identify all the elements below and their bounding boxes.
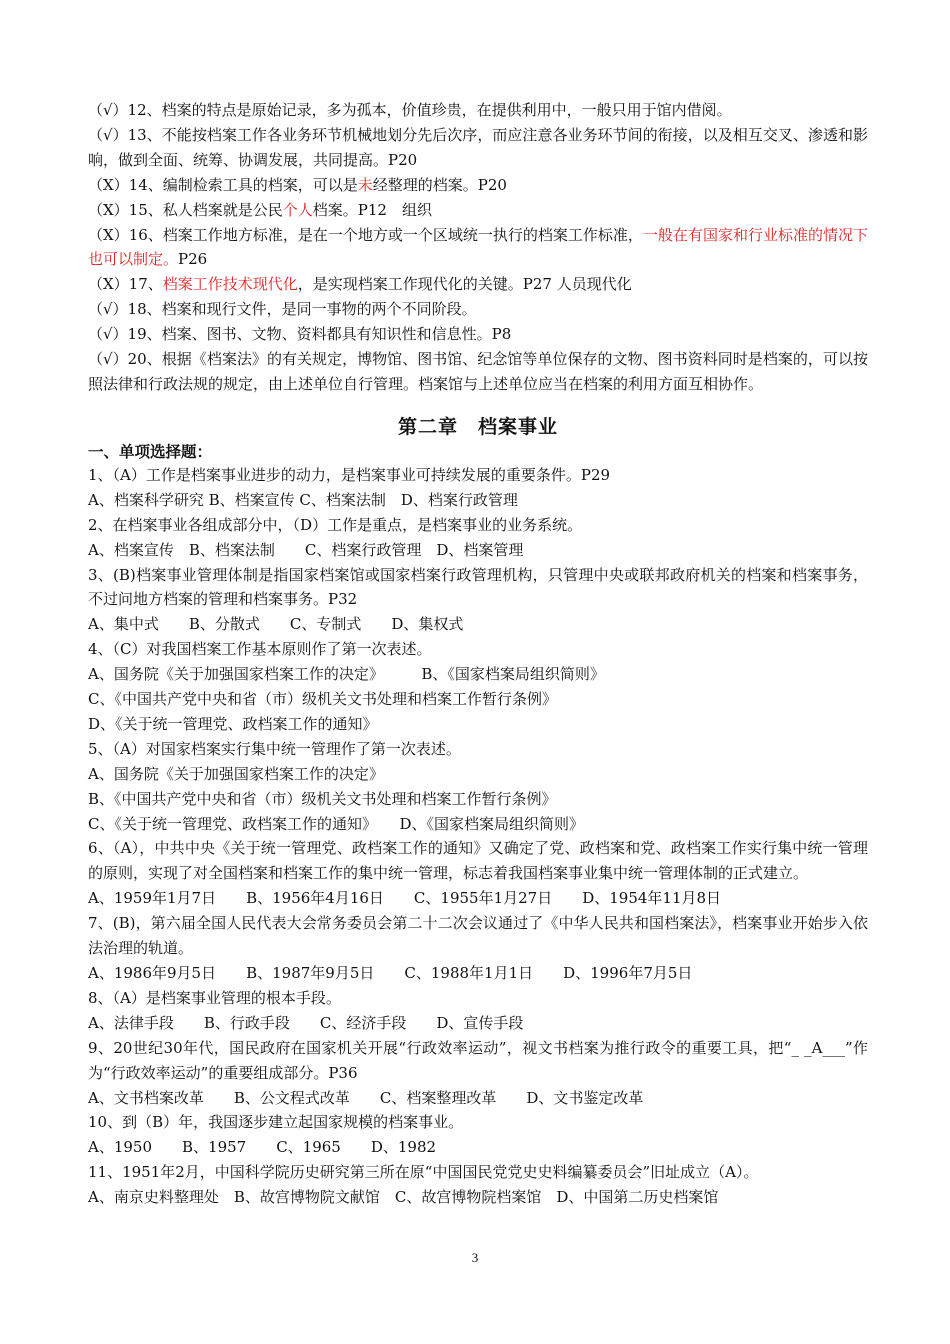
tf-text: （√）19、档案、图书、文物、资料都具有知识性和信息性。P8 (88, 325, 512, 344)
tf-text: （√）13、不能按档案工作各业务环节机械地划分先后次序，而应注意各业务环节间的衔接，以及相互交叉、渗透和影响，做到全面、统筹、协调发展，共同提高。P20 (88, 125, 868, 169)
chapter-title: 第二章 档案事业 (397, 415, 558, 438)
answer-options: A、1986年9月5日 B、1987年9月5日 C、1988年1月1日 D、1996年7月5日 (88, 964, 693, 982)
highlighted-text: 一般在有国家和行业标准的情况下也可以制定。 (88, 225, 868, 269)
tf-text: （X）14、编制检索工具的档案，可以是 (88, 175, 358, 194)
document-page (88, 98, 868, 1210)
answer-options: A、南京史料整理处 B、故宫博物院文献馆 C、故宫博物院档案馆 D、中国第二历史档案馆 (88, 1188, 719, 1207)
tf-text: （√）20、根据《档案法》的有关规定，博物馆、图书馆、纪念馆等单位保存的文物、图书资料同时是档案的，可以按照法律和行政法规的规定，由上述单位自行管理。档案馆与上述单位应当在档案的利用方面互相协作。 (88, 350, 868, 393)
answer-options: C、《中国共产党中央和省（市）级机关文书处理和档案工作暂行条例》 (88, 690, 557, 709)
question-list (88, 463, 868, 1210)
tf-item (88, 347, 868, 397)
tf-text: P26 (178, 250, 208, 269)
question-item: 2、在档案事业各组成部分中，（D）工作是重点，是档案事业的业务系统。 (88, 515, 583, 534)
question-item: 10、到（B）年，我国逐步建立起国家规模的档案事业。 (88, 1113, 464, 1132)
answer-options: A、1950 B、1957 C、1965 D、1982 (88, 1138, 437, 1157)
tf-text: （X）15、私人档案就是公民 (88, 200, 283, 219)
question-item: 1、（A）工作是档案事业进步的动力，是档案事业可持续发展的重要条件。P29 (88, 465, 611, 484)
tf-item (88, 98, 868, 123)
answer-options: A、文书档案改革 B、公文程式改革 C、档案整理改革 D、文书鉴定改革 (88, 1088, 644, 1107)
tf-item (88, 173, 868, 198)
answer-options: A、法律手段 B、行政手段 C、经济手段 D、宣传手段 (88, 1013, 524, 1032)
question-item: 6、（A），中共中央《关于统一管理党、政档案工作的通知》又确定了党、政档案和党、政档案工作实行集中统一管理的原则，实现了对全国档案和档案工作的集中统一管理，标志着我国档案事业集中统一管理体制的正式建立。 (88, 839, 868, 883)
question-item: 11、1951年2月，中国科学院历史研究第三所在原“中国国民党党史史料编纂委员会”旧址成立（A）。 (88, 1163, 759, 1182)
answer-options: A、国务院《关于加强国家档案工作的决定》 (88, 764, 384, 783)
tf-text: （X）16、档案工作地方标准，是在一个地方或一个区域统一执行的档案工作标准， (88, 225, 643, 244)
question-item: 8、（A）是档案事业管理的根本手段。 (88, 988, 341, 1007)
answer-options: A、集中式 B、分散式 C、专制式 D、集权式 (88, 615, 464, 634)
question-item: 7、(B)，第六届全国人民代表大会常务委员会第二十二次会议通过了《中华人民共和国档案法》，档案事业开始步入依法治理的轨道。 (88, 914, 868, 958)
tf-item (88, 223, 868, 273)
tf-text: 档案。P12 组织 (312, 200, 432, 219)
true-false-list (88, 98, 868, 397)
tf-item (88, 322, 868, 347)
question-item: 3、(B)档案事业管理体制是指国家档案馆或国家档案行政管理机构，只管理中央或联邦政府机关的档案和档案事务，不过问地方档案的管理和档案事务。P32 (88, 565, 868, 609)
section-title: 一、单项选择题： (88, 442, 213, 461)
answer-options: B、《中国共产党中央和省（市）级机关文书处理和档案工作暂行条例》 (88, 789, 557, 808)
tf-item (88, 272, 868, 297)
answer-options: A、1959年1月7日 B、1956年4月16日 C、1955年1月27日 D、1954年11月8日 (88, 889, 722, 908)
tf-item (88, 198, 868, 223)
question-item: 5、（A）对国家档案实行集中统一管理作了第一次表述。 (88, 739, 461, 758)
tf-item (88, 297, 868, 322)
page-number: 3 (471, 1250, 479, 1265)
tf-item (88, 123, 868, 173)
highlighted-text: 未 (357, 175, 373, 194)
answer-options: A、国务院《关于加强国家档案工作的决定》 B、《国家档案局组织简则》 (88, 665, 605, 684)
question-item: 4、（C）对我国档案工作基本原则作了第一次表述。 (88, 640, 432, 659)
answer-options: D、《关于统一管理党、政档案工作的通知》 (88, 714, 378, 733)
tf-text: （√）12、档案的特点是原始记录，多为孤本，价值珍贵，在提供利用中，一般只用于馆内借阅。 (88, 101, 732, 119)
question-item: 9、20世纪30年代，国民政府在国家机关开展“行政效率运动”，视文书档案为推行政令的重要工具，把“_ _A___”作为“行政效率运动”的重要组成部分。P36 (88, 1038, 868, 1082)
tf-text: （√）18、档案和现行文件，是同一事物的两个不同阶段。 (88, 300, 477, 319)
answer-options: A、档案科学研究 B、档案宣传 C、档案法制 D、档案行政管理 (88, 490, 518, 509)
answer-options: C、《关于统一管理党、政档案工作的通知》 D、《国家档案局组织简则》 (88, 814, 585, 833)
tf-text: 经整理的档案。P20 (372, 175, 507, 194)
tf-text: （X）17、 (88, 275, 163, 294)
tf-text: ，是实现档案工作现代化的关键。P27 人员现代化 (297, 275, 632, 294)
answer-options: A、档案宣传 B、档案法制 C、档案行政管理 D、档案管理 (88, 540, 524, 559)
highlighted-text: 个人 (282, 200, 313, 219)
highlighted-text: 档案工作技术现代化 (162, 275, 298, 294)
